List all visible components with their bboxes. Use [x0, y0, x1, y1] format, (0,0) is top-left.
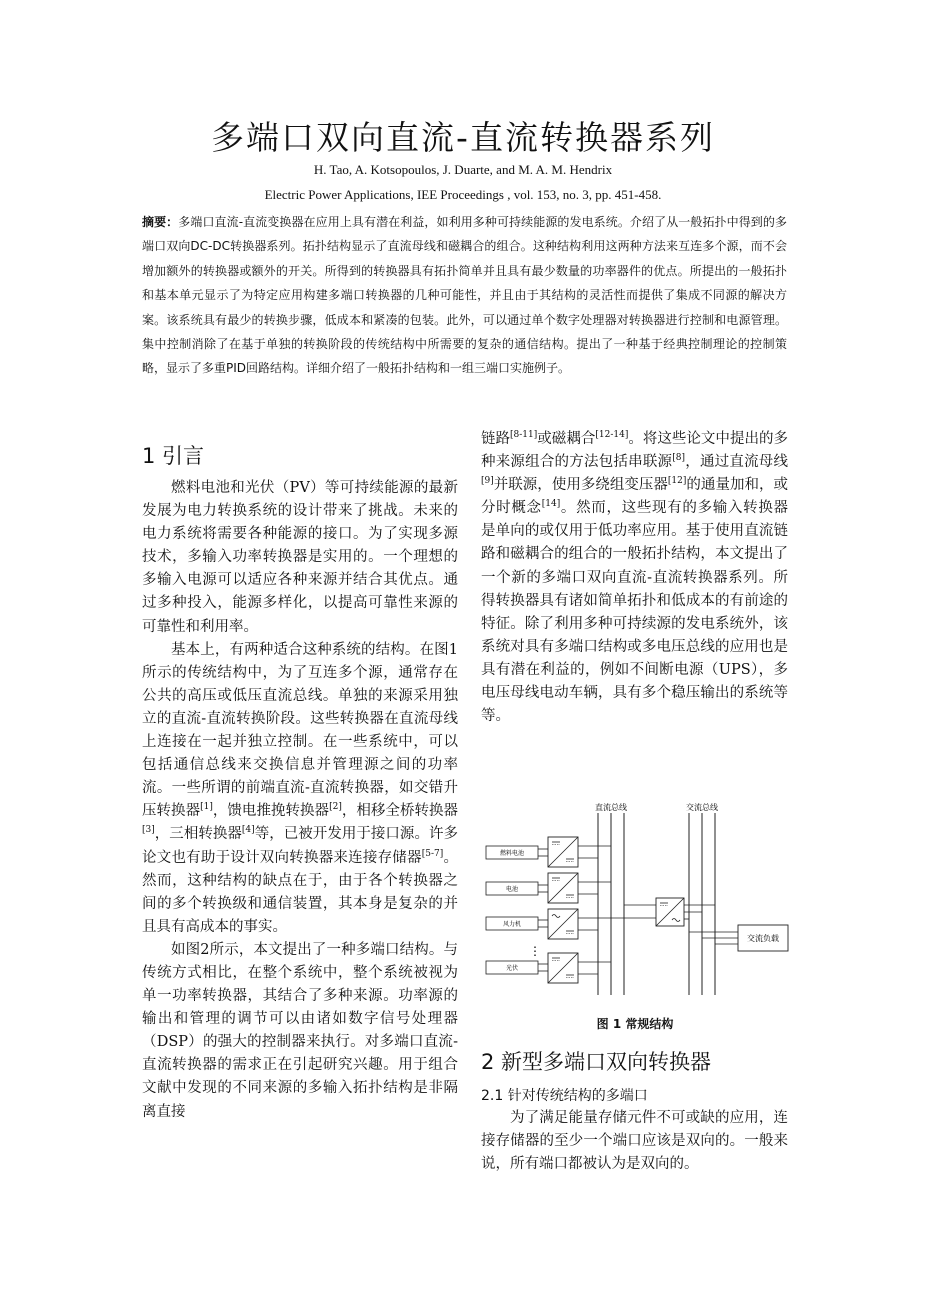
citation: [5-7] [421, 848, 444, 859]
source-label: 风力机 [502, 921, 522, 928]
citation: [12] [667, 476, 687, 487]
paragraph [142, 639, 458, 939]
ellipsis: ⋮ [529, 944, 541, 958]
abstract-label: 摘要： [142, 215, 179, 229]
source-label: 电池 [505, 886, 519, 893]
ac-load-label: 交流负载 [747, 934, 779, 943]
source-battery-branch [486, 873, 611, 903]
citation: [2] [329, 802, 342, 813]
paper-venue: Electric Power Applications, IEE Proceedings , vol. 153, no. 3, pp. 451-458. [264, 187, 662, 202]
text-run: ，馈电推挽转换器 [212, 803, 330, 820]
text-run: 并联源，使用多绕组变压器 [493, 477, 668, 494]
citation: [9] [481, 476, 494, 487]
citation: [12-14] [595, 430, 629, 440]
ac-bus-label: 交流总线 [686, 803, 718, 812]
text-run: 的通量加和，或分时概念 [481, 477, 788, 517]
dc-bus-label: 直流总线 [595, 803, 627, 812]
citation: [1] [200, 802, 213, 813]
section2-heading: 2 新型多端口双向转换器 [481, 1050, 712, 1074]
text-run: ，通过直流母线 [685, 454, 789, 471]
abstract-text: 多端口直流-直流变换器在应用上具有潜在利益，如利用多种可持续能源的发电系统。介绍了从一般拓扑中得到的多端口双向DC-DC转换器系列。拓扑结构显示了直流母线和磁耦合的组合。这种结构利用这两种方法来互连多个源，而不会增加额外的转换器或额外的开关。所得到的转换器具有拓扑简单并且具有最少数量的功率器件的优点。所提出的一般拓扑和基本单元显示了为特定应用构建多端口转换器的几种可能性，并且由于其结构的灵活性而提供了集成不同源的解决方案。该系统具有最少的转换步骤，低成本和紧凑的包装。此外，可以通过单个数字处理器对转换器进行控制和电源管理。集中控制消除了在基于单独的转换阶段的传统结构中所需要的复杂的通信结构。提出了一种基于经典控制理论的控制策略，显示了多重PID回路结构。详细介绍了一般拓扑结构和一组三端口实施例子。 [142, 215, 787, 376]
source-label: 燃料电池 [499, 850, 525, 857]
source-label: 光伏 [505, 965, 519, 972]
paper-title: 多端口双向直流-直流转换器系列 [211, 118, 715, 157]
paragraph: 燃料电池和光伏（PV）等可持续能源的最新发展为电力转换系统的设计带来了挑战。未来的电力系统将需要各种能源的接口。为了实现多源技术，多输入功率转换器是实用的。一个理想的多输入电源可以适应各种来源并结合其优点。通过多种投入，能源多样化，以提高可靠性来源的可靠性和利用率。 [142, 480, 458, 635]
source-pv-branch [486, 953, 611, 983]
section2-1-heading: 2.1 针对传统结构的多端口 [481, 1088, 648, 1104]
section2-body [481, 1107, 788, 1176]
citation: [4] [241, 825, 255, 836]
section1-heading: 1 引言 [142, 444, 205, 468]
citation: [14] [541, 499, 561, 510]
text-run: 或磁耦合 [537, 431, 596, 447]
paragraph: 为了满足能量存储元件不可或缺的应用，连接存储器的至少一个端口应该是双向的。一般来说，所有端口都被认为是双向的。 [481, 1110, 788, 1173]
ac-load-branch [689, 925, 788, 951]
text-run: 。然而，这种结构的缺点在于，由于各个转换器之间的多个转换级和通信装置，其本身是复杂的并且具有高成本的事实。 [142, 849, 459, 935]
paragraph: 如图2所示，本文提出了一种多端口结构。与传统方式相比，在整个系统中，整个系统被视为单一功率转换器，其结合了多种来源。功率源的输出和管理的调节可以由诸如数字信号处理器（DSP）的强大的控制器来执行。对多端口直流-直流转换器的需求正在引起研究兴趣。用于组合文献中发现的不同来源的多输入拓扑结构是非隔离直接 [142, 941, 458, 1120]
inverter-branch [611, 898, 715, 926]
section1-body-right [481, 428, 788, 728]
citation: [8] [672, 453, 686, 464]
text-run: 。然而，这些现有的多输入转换器是单向的或仅用于低功率应用。基于使用直流链路和磁耦合的组合的一般拓扑结构，本文提出了一个新的多端口双向直流-直流转换器系列。所得转换器具有诸如简单拓扑和低成本的有前途的特征。除了利用多种可持续源的发电系统外，该系统对具有多端口结构或多电压总线的应用也是具有潜在利益的，例如不间断电源（UPS），多电压母线电动车辆，具有多个稳压输出的系统等等。 [481, 500, 789, 725]
paper-authors: H. Tao, A. Kotsopoulos, J. Duarte, and M. A. M. Hendrix [313, 162, 613, 177]
source-fuel-cell-branch [486, 837, 611, 867]
text-run: ，三相转换器 [154, 826, 242, 843]
text-run: 。将这些论文中提出的多种来源组合的方法包括串联源 [481, 431, 788, 471]
paragraph [481, 428, 788, 728]
figure-1-diagram [480, 795, 790, 1010]
citation: [8-11] [510, 430, 538, 440]
citation: [3] [142, 825, 155, 836]
text-run: ，相移全桥转换器 [341, 803, 459, 820]
section1-body-left [142, 477, 458, 1124]
source-wind-branch [486, 909, 611, 939]
figure-1-caption: 图 1 常规结构 [596, 1017, 674, 1031]
text-run: 基本上，有两种适合这种系统的结构。在图1所示的传统结构中，为了互连多个源，通常存在公共的高压或低压直流总线。单独的来源采用独立的直流-直流转换阶段。这些转换器在直流母线上连接在一起并独立控制。在一些系统中，可以包括通信总线来交换信息并管理源之间的功率流。一些所谓的前端直流-直流转换器，如交错升压转换器 [142, 641, 458, 820]
text-run: 等，已被开发用于接口源。许多论文也有助于设计双向转换器来连接存储器 [142, 826, 459, 866]
abstract [142, 210, 787, 381]
text-run: 链路 [481, 431, 511, 447]
